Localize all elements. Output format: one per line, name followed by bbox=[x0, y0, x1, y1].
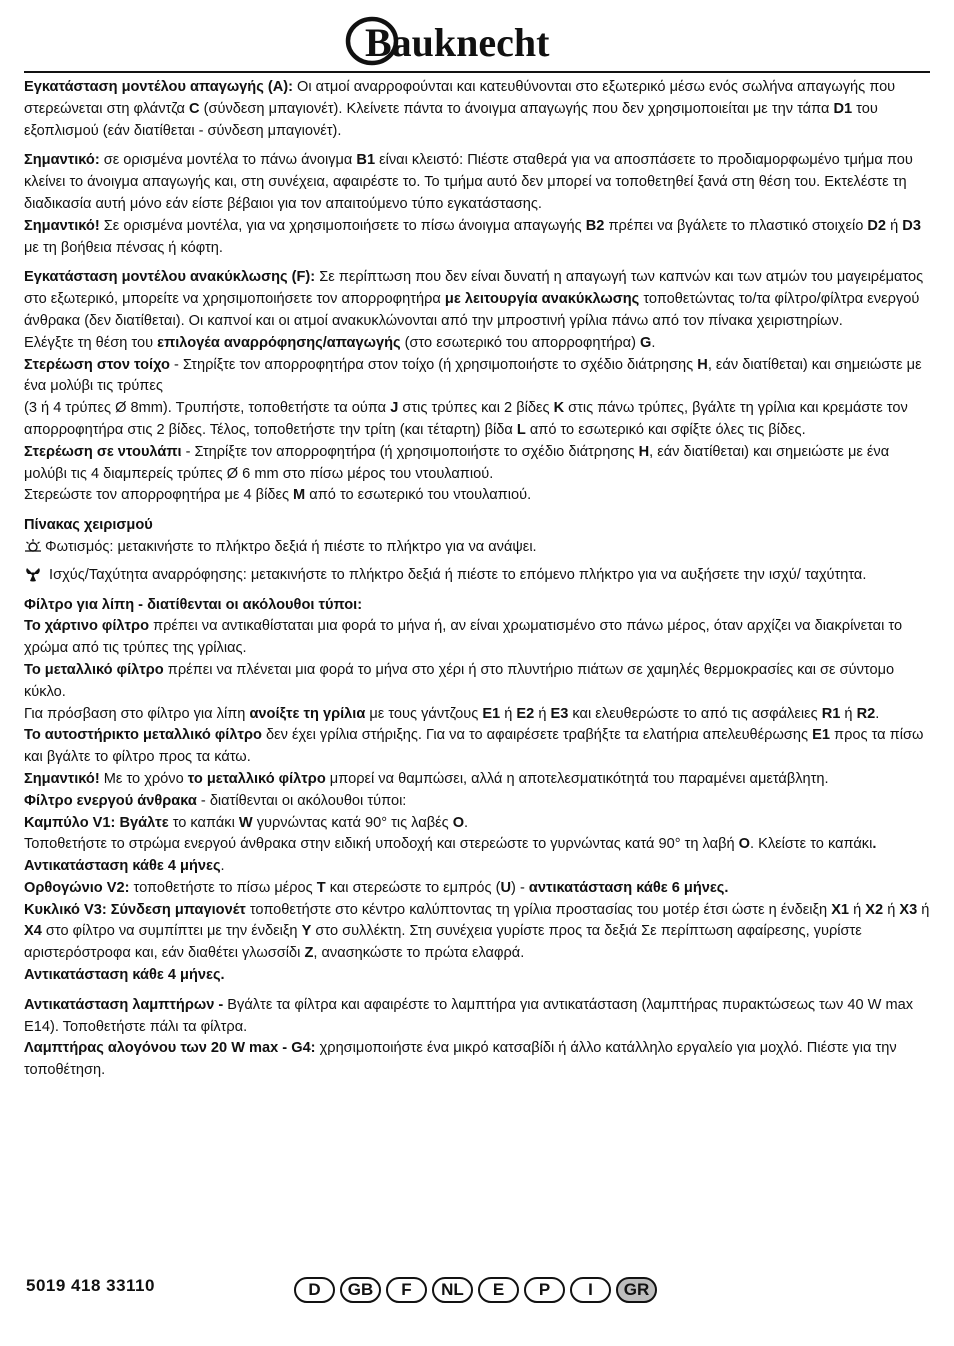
section-recirculation-model: Εγκατάσταση μοντέλου ανακύκλωσης (F): Σε περίπτωση που δεν είναι δυνατή η απαγωγή των καπνών και των ατμών του μαγειρέματος στο εξωτερικό, μπορείτε να χρησιμοποιήσετε τον απορροφητήρα με λειτουργία ανακύκλωσης τοποθετώντας το/τα φίλτρο/φίλτρα ενεργού άνθρακα (δεν διατίθεται). Οι καπνοί και οι ατμοί ανακυκλώνονται από την μπροστινή γρίλια πάνω από τον πίνακα χειριστηρίων. bbox=[24, 269, 924, 329]
wall-mounting-holes: (3 ή 4 τρύπες Ø 8mm). Τρυπήστε, τοποθετήστε τα ούπα J στις τρύπες και 2 βίδες K στις πάνω τρύπες, βγάλτε τη γρίλια και κρεμάστε τον απορροφητήρα στις 2 βίδες. Τέλος, τοποθετήστε την τρίτη (και τέταρτη) βίδα L από το εσωτερικό και σφίξτε όλες τις βίδες. bbox=[24, 400, 908, 438]
language-badge-e: E bbox=[478, 1277, 519, 1303]
self-supporting-filter: Το αυτοστήρικτο μεταλλικό φίλτρο δεν έχει γρίλια στήριξης. Για να το αφαιρέσετε τραβήξτε τα ελατήρια απελευθέρωσης E1 προς τα πίσω και βγάλτε το φίλτρο προς τα κάτω. bbox=[24, 727, 924, 766]
important-note-b1: Σημαντικό: σε ορισμένα μοντέλα το πάνω άνοιγμα B1 είναι κλειστό: Πιέστε σταθερά για να αποσπάσετε το προδιαμορφωμένο τμήμα που κλείνει το άνοιγμα απαγωγής και, στη συνέχεια, αφαιρέστε το. Το τμήμα αυτό δεν μπορεί να τοποθετηθεί ξανά στη θέση του. Εκτελέστε τη διαδικασία αυτή μόνο εάν είστε βέβαιοι για τον απαιτούμενο τύπο εγκατάστασης. bbox=[24, 152, 913, 212]
charcoal-v3: Κυκλικό V3: Σύνδεση μπαγιονέτ τοποθετήστε στο κέντρο καλύπτοντας τη γρίλια προστασίας του μοτέρ έτσι ώστε η ένδειξη X1 ή X2 ή X3 ή X4 στο φίλτρο να συμπίπτει με την ένδειξη Y στο συλλέκτη. Στη συνέχεια γυρίστε προς τα δεξιά Σε περίπτωση αφαίρεσης, γυρίστε αριστερόστροφα και, εάν διαθέτει γλωσσίδι Z, ανασηκώστε το πρώτα ελαφρά. bbox=[24, 901, 930, 962]
halogen-lamp: Λαμπτήρας αλογόνου των 20 W max - G4: χρησιμοποιήστε ένα μικρό κατσαβίδι ή άλλο κατάλληλο εργαλείο για μοχλό. Πιέστε για την τοποθέτηση. bbox=[24, 1040, 897, 1079]
language-badge-p: P bbox=[524, 1277, 565, 1303]
grease-filter-heading: Φίλτρο για λίπη - διατίθενται οι ακόλουθοι τύποι: bbox=[24, 596, 363, 613]
language-badge-d: D bbox=[294, 1277, 335, 1303]
document-code: 5019 418 33110 bbox=[26, 1276, 155, 1295]
control-light: Φωτισμός: μετακινήστε το πλήκτρο δεξιά ή πιέστε το πλήκτρο για να ανάψει. bbox=[24, 537, 930, 559]
language-badge-nl: NL bbox=[432, 1277, 473, 1303]
language-badges bbox=[294, 1277, 657, 1303]
lamp-replacement: Αντικατάσταση λαμπτήρων - Βγάλτε τα φίλτρα και αφαιρέστε το λαμπτήρα για αντικατάσταση (λαμπτήρας πυρακτώσεως των 40 W max E14). Τοποθετήστε πάλι τα φίλτρα. bbox=[24, 996, 914, 1035]
document-body bbox=[24, 77, 930, 1082]
control-fan: Ισχύς/Ταχύτητα αναρρόφησης: μετακινήστε το πλήκτρο δεξιά ή πιέστε το επόμενο πλήκτρο για να αυξήσετε την ισχύ/ ταχύτητα. bbox=[24, 565, 930, 587]
charcoal-filter-heading: Φίλτρο ενεργού άνθρακα - διατίθενται οι ακόλουθοι τύποι: bbox=[24, 792, 407, 809]
brand-logo bbox=[345, 14, 555, 66]
important-note-filter: Σημαντικό! Με το χρόνο το μεταλλικό φίλτρο μπορεί να θαμπώσει, αλλά η αποτελεσματικότητά του παραμένει αμετάβλητη. bbox=[24, 770, 829, 787]
charcoal-v3-replacement: Αντικατάσταση κάθε 4 μήνες. bbox=[24, 967, 225, 984]
selector-check: Ελέγξτε τη θέση του επιλογέα αναρρόφησης/απαγωγής (στο εσωτερικό του απορροφητήρα) G. bbox=[24, 334, 656, 351]
charcoal-v1: Καμπύλο V1: Βγάλτε το καπάκι W γυρνώντας κατά 90° τις λαβές O. bbox=[24, 814, 469, 831]
metal-filter: Το μεταλλικό φίλτρο πρέπει να πλένεται μια φορά το μήνα στο χέρι ή στο πλυντήριο πιάτων σε χαμηλές θερμοκρασίες και σε σύντομο κύκλο. bbox=[24, 661, 895, 700]
header-rule bbox=[24, 71, 930, 73]
cabinet-mounting: Στερέωση σε ντουλάπι - Στηρίξτε τον απορροφητήρα (ή χρησιμοποιήστε το σχέδιο διάτρησης H, εάν διατίθεται) και σημειώστε με ένα μολύβι τις 4 διαμπερείς τρύπες Ø 6 mm στο πίσω μέρος του ντουλαπιού. bbox=[24, 443, 890, 482]
logo-text: Bauknecht bbox=[365, 20, 550, 65]
light-bulb-icon bbox=[24, 538, 42, 554]
wall-mounting: Στερέωση στον τοίχο - Στηρίξτε τον απορροφητήρα στον τοίχο (ή χρησιμοποιήστε το σχέδιο διάτρησης H, εάν διατίθεται) και σημειώστε με ένα μολύβι τις τρύπες bbox=[24, 356, 922, 395]
control-panel-heading: Πίνακας χειρισμού bbox=[24, 517, 153, 534]
paper-filter: Το χάρτινο φίλτρο πρέπει να αντικαθίσταται μια φορά το μήνα ή, αν είναι χρωματισμένο στο πάνω μέρος, όταν αρχίζει να διακρίνεται το χρώμα από τις τρύπες της γρίλιας. bbox=[24, 618, 903, 657]
charcoal-v2: Ορθογώνιο V2: τοποθετήστε το πίσω μέρος T και στερεώστε το εμπρός (U) - αντικατάσταση κάθε 6 μήνες. bbox=[24, 879, 729, 896]
section-extraction-model: Εγκατάσταση μοντέλου απαγωγής (A): Οι ατμοί αναρροφούνται και κατευθύνονται στο εξωτερικό μέσω ενός σωλήνα απαγωγής που στερεώνεται στη φλάντζα C (σύνδεση μπαγιονέτ). Κλείνετε πάντα το άνοιγμα απαγωγής που δεν χρησιμοποιείται με την τάπα D1 του εξοπλισμού (εάν διατίθεται - σύνδεση μπαγιονέτ). bbox=[24, 79, 896, 139]
fan-icon bbox=[24, 566, 42, 582]
charcoal-v1-install: Τοποθετήστε το στρώμα ενεργού άνθρακα στην ειδική υποδοχή και στερεώστε το γυρνώντας κατά 90° τη λαβή O. Κλείστε το καπάκι. Αντικατάσταση κάθε 4 μήνες. bbox=[24, 836, 877, 875]
cabinet-screws: Στερεώστε τον απορροφητήρα με 4 βίδες M από το εσωτερικό του ντουλαπιού. bbox=[24, 487, 532, 504]
filter-access: Για πρόσβαση στο φίλτρο για λίπη ανοίξτε τη γρίλια με τους γάντζους E1 ή E2 ή E3 και ελευθερώστε το από τις ασφάλειες R1 ή R2. bbox=[24, 705, 880, 722]
language-badge-gb: GB bbox=[340, 1277, 381, 1303]
language-badge-f: F bbox=[386, 1277, 427, 1303]
language-badge-gr: GR bbox=[616, 1277, 657, 1303]
important-note-b2: Σημαντικό! Σε ορισμένα μοντέλα, για να χρησιμοποιήσετε το πίσω άνοιγμα απαγωγής B2 πρέπει να βγάλετε το πλαστικό στοιχείο D2 ή D3 με τη βοήθεια πένσας ή κόφτη. bbox=[24, 217, 921, 256]
language-badge-i: I bbox=[570, 1277, 611, 1303]
